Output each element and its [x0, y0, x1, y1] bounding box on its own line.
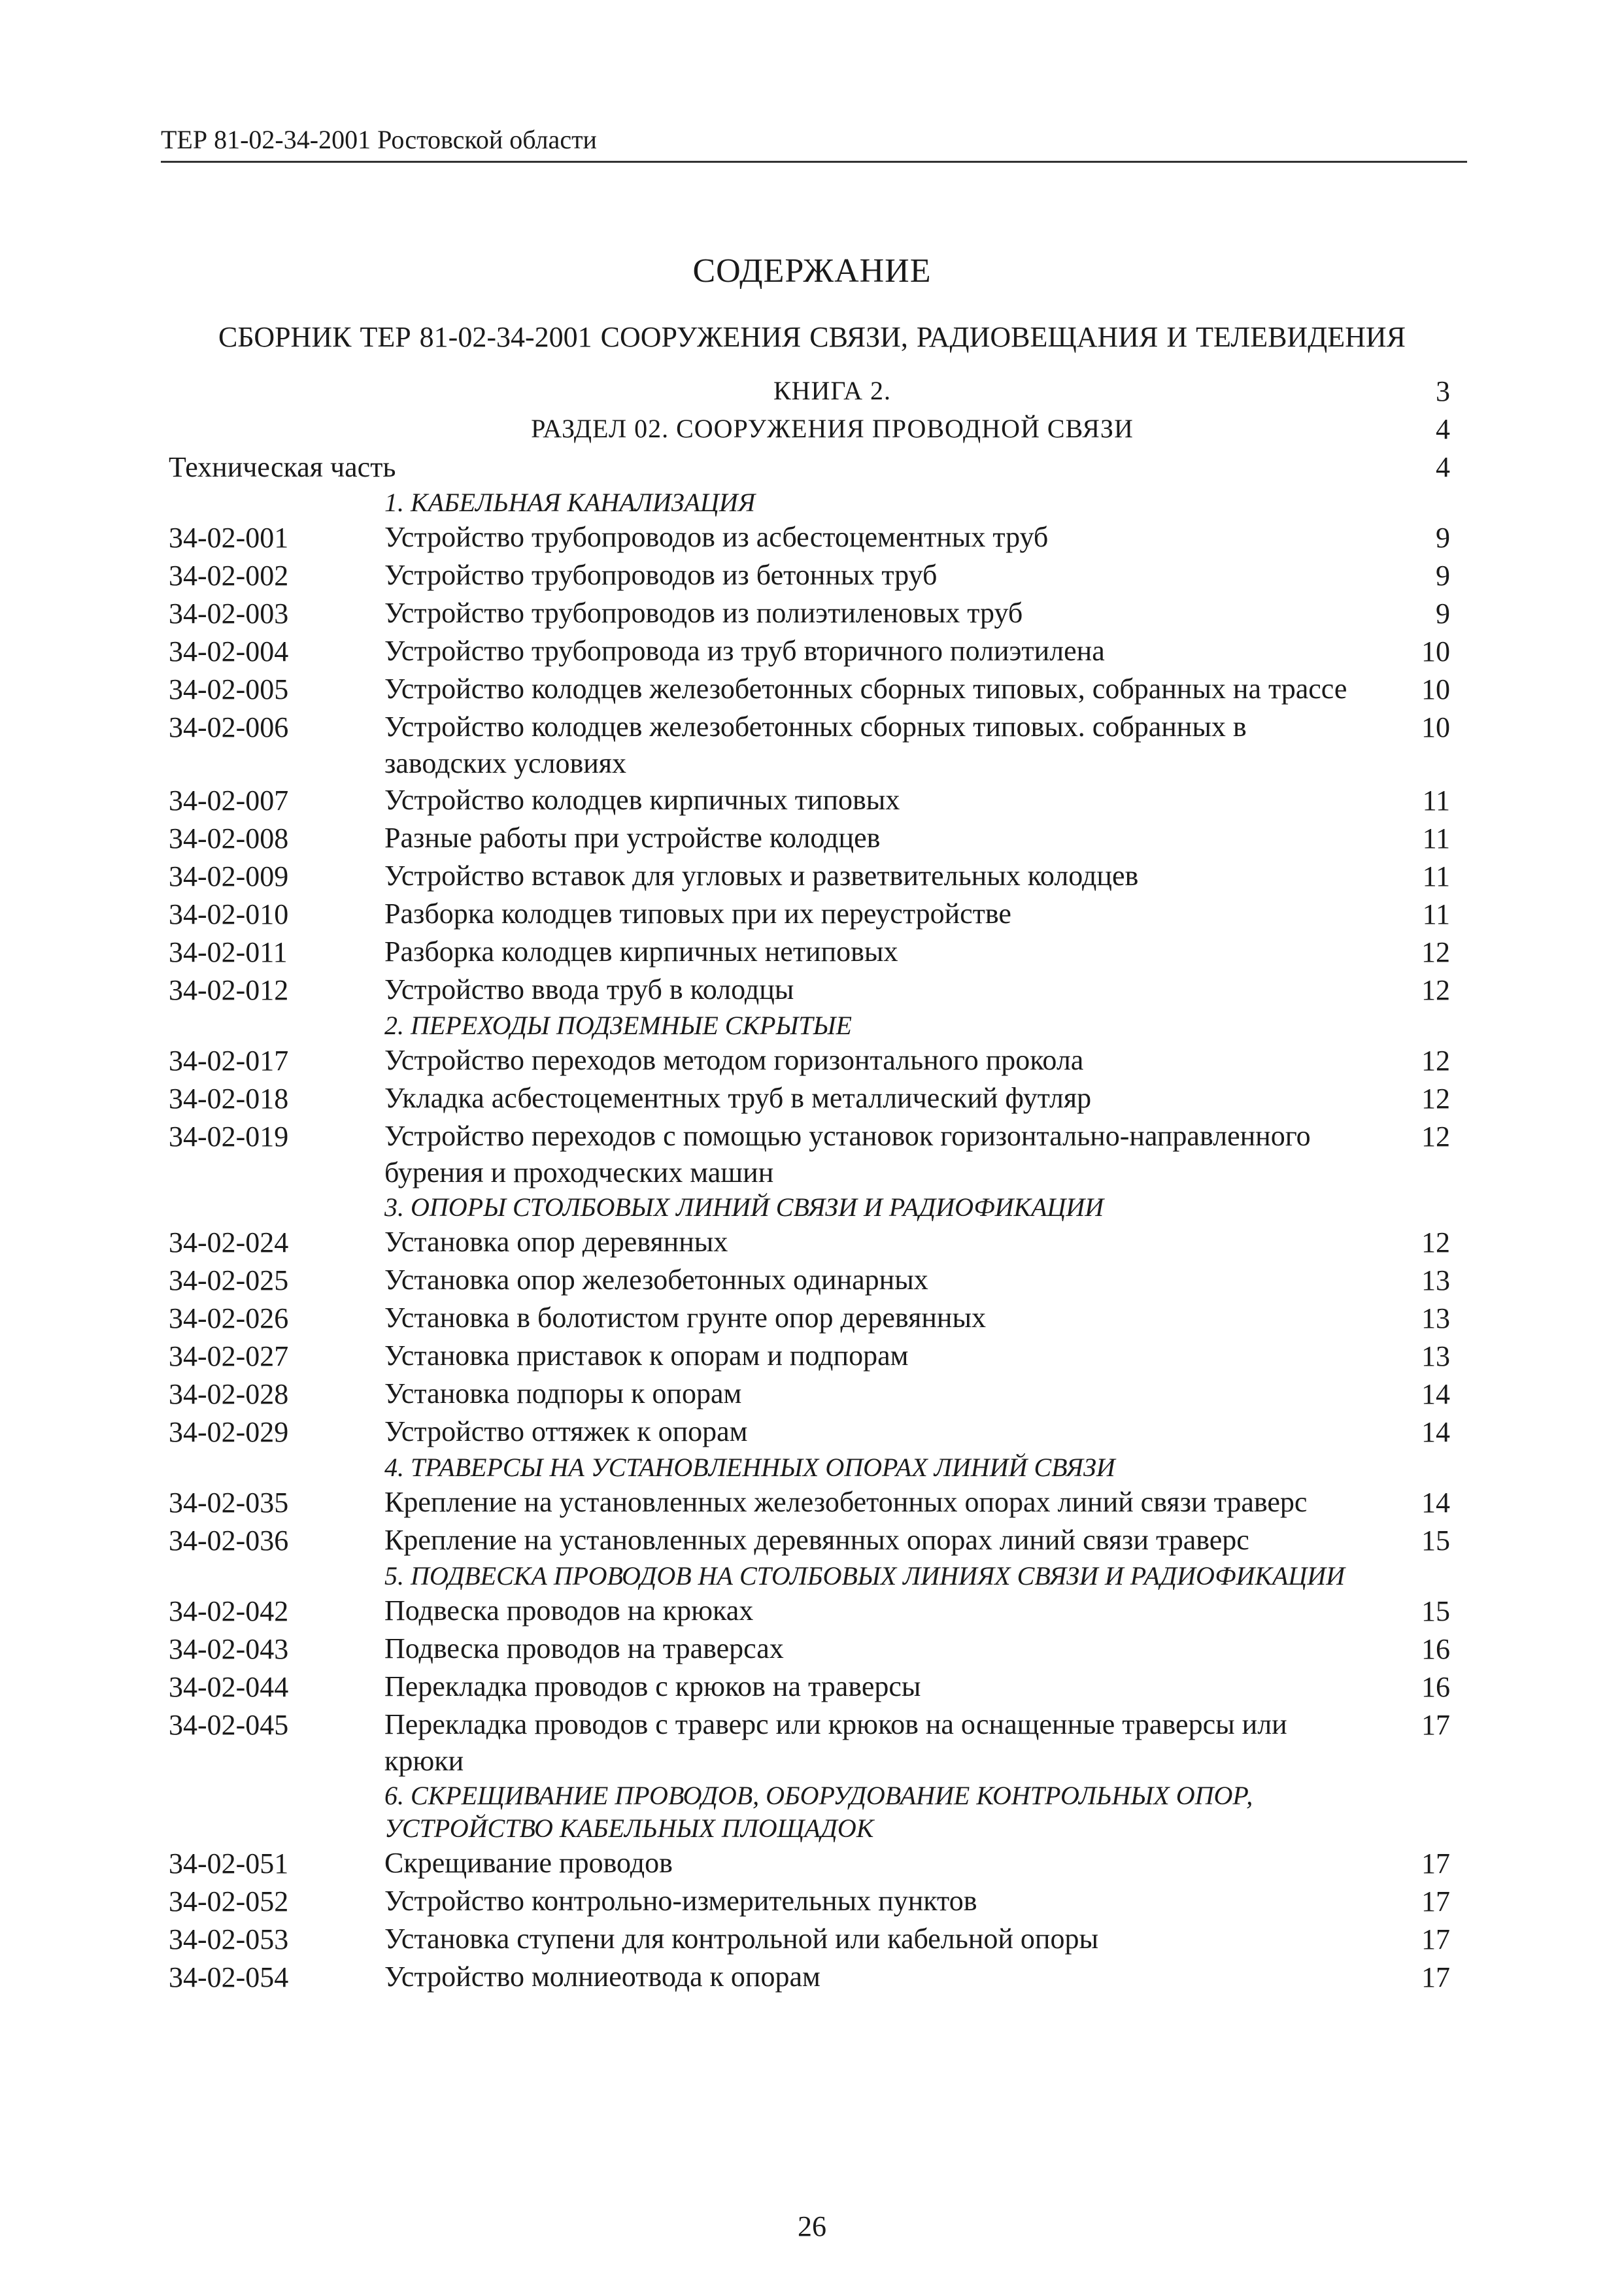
entry-title: Установка приставок к опорам и подпорам [384, 1340, 909, 1372]
entry-title: Устройство переходов с помощью установок горизонтально-направленного бурения и проходческих машин [384, 1120, 1311, 1189]
entry-code: 34-02-045 [169, 1709, 289, 1741]
entry-page: 16 [1421, 1633, 1450, 1665]
entry-title: Устройство контрольно-измерительных пунктов [384, 1885, 977, 1917]
book-page: 3 [1436, 375, 1450, 407]
entry-code: 34-02-008 [169, 822, 289, 854]
entry-page: 17 [1421, 1961, 1450, 1993]
toc-entry [169, 1959, 1450, 1997]
entry-title: Устройство молниеотвода к опорам [384, 1961, 820, 1993]
entry-code: 34-02-006 [169, 711, 289, 743]
entry-page: 9 [1436, 522, 1450, 554]
entry-page: 17 [1421, 1923, 1450, 1955]
entry-page: 12 [1421, 1121, 1450, 1153]
toc-section-heading [169, 486, 1450, 519]
entry-page: 12 [1421, 1226, 1450, 1258]
entry-title: Укладка асбестоцементных труб в металлический футляр [384, 1082, 1092, 1114]
entry-title: Перекладка проводов с траверс или крюков на оснащенные траверсы или крюки [384, 1708, 1287, 1777]
entry-page: 17 [1421, 1709, 1450, 1741]
section-title: 4. ТРАВЕРСЫ НА УСТАНОВЛЕННЫХ ОПОРАХ ЛИНИЙ СВЯЗИ [384, 1453, 1115, 1482]
toc-entry [169, 1042, 1450, 1080]
entry-title: Устройство переходов методом горизонтального прокола [384, 1044, 1084, 1076]
entry-code: 34-02-054 [169, 1961, 289, 1993]
entry-code: 34-02-019 [169, 1121, 289, 1153]
entry-title: Установка ступени для контрольной или кабельной опоры [384, 1923, 1099, 1955]
entry-title: Подвеска проводов на крюках [384, 1594, 754, 1627]
entry-page: 14 [1421, 1487, 1450, 1519]
tech-label: Техническая часть [169, 451, 396, 483]
toc-entry [169, 1883, 1450, 1921]
toc-entry [169, 1262, 1450, 1300]
razdel-label: РАЗДЕЛ 02. СООРУЖЕНИЯ ПРОВОДНОЙ СВЯЗИ [531, 414, 1134, 443]
toc-entry [169, 971, 1450, 1009]
entry-page: 10 [1421, 711, 1450, 743]
entry-title: Устройство колодцев железобетонных сборных типовых, собранных на трассе [384, 673, 1347, 705]
toc-entry [169, 1522, 1450, 1560]
toc-entry [169, 1706, 1450, 1780]
entry-code: 34-02-027 [169, 1340, 289, 1372]
entry-code: 34-02-018 [169, 1083, 289, 1115]
entry-title: Разные работы при устройстве колодцев [384, 822, 881, 854]
entry-code: 34-02-009 [169, 860, 289, 892]
table-of-contents [169, 373, 1450, 1997]
entry-code: 34-02-001 [169, 522, 289, 554]
entry-code: 34-02-026 [169, 1302, 289, 1334]
toc-tech-row [169, 448, 1450, 486]
entry-page: 11 [1422, 860, 1450, 892]
toc-section-heading [169, 1451, 1450, 1484]
entry-code: 34-02-004 [169, 635, 289, 667]
entry-title: Установка опор деревянных [384, 1226, 728, 1258]
collection-title: СБОРНИК ТЕР 81-02-34-2001 СООРУЖЕНИЯ СВЯЗИ, РАДИОВЕЩАНИЯ И ТЕЛЕВИДЕНИЯ [218, 321, 1406, 353]
toc-book-row [169, 373, 1450, 411]
entry-title: Устройство колодцев железобетонных сборных типовых. собранных в заводских условиях [384, 711, 1247, 779]
toc-entry [169, 1118, 1450, 1191]
entry-title: Устройство колодцев кирпичных типовых [384, 784, 900, 816]
entry-code: 34-02-051 [169, 1847, 289, 1880]
entry-code: 34-02-017 [169, 1045, 289, 1077]
entry-title: Подвеска проводов на траверсах [384, 1632, 784, 1664]
toc-entry [169, 1375, 1450, 1413]
entry-title: Устройство оттяжек к опорам [384, 1415, 748, 1447]
entry-page: 13 [1421, 1340, 1450, 1372]
entry-page: 11 [1422, 822, 1450, 854]
toc-entry [169, 595, 1450, 633]
toc-entry [169, 934, 1450, 971]
entry-page: 11 [1422, 784, 1450, 817]
section-title: 3. ОПОРЫ СТОЛБОВЫХ ЛИНИЙ СВЯЗИ И РАДИОФИКАЦИИ [384, 1192, 1104, 1222]
toc-entry [169, 519, 1450, 557]
header-rule [161, 161, 1467, 163]
toc-entry [169, 1338, 1450, 1375]
entry-page: 14 [1421, 1416, 1450, 1448]
entry-title: Устройство трубопроводов из бетонных труб [384, 559, 938, 591]
entry-code: 34-02-024 [169, 1226, 289, 1258]
section-title: 6. СКРЕЩИВАНИЕ ПРОВОДОВ, ОБОРУДОВАНИЕ КОНТРОЛЬНЫХ ОПОР, УСТРОЙСТВО КАБЕЛЬНЫХ ПЛОЩАДОК [384, 1781, 1253, 1843]
entry-title: Установка в болотистом грунте опор деревянных [384, 1302, 987, 1334]
entry-title: Устройство вставок для угловых и разветвительных колодцев [384, 860, 1139, 892]
entry-title: Устройство трубопроводов из асбестоцементных труб [384, 521, 1049, 553]
toc-razdel-row [169, 411, 1450, 448]
entry-title: Устройство ввода труб в колодцы [384, 973, 794, 1005]
entry-code: 34-02-010 [169, 898, 289, 930]
toc-entry [169, 1630, 1450, 1668]
toc-entry [169, 1484, 1450, 1522]
entry-page: 10 [1421, 673, 1450, 705]
tech-page: 4 [1436, 451, 1450, 483]
entry-page: 15 [1421, 1525, 1450, 1557]
section-title: 2. ПЕРЕХОДЫ ПОДЗЕМНЫЕ СКРЫТЫЕ [384, 1011, 852, 1040]
toc-entry [169, 633, 1450, 671]
running-header: ТЕР 81-02-34-2001 Ростовской области [161, 125, 597, 154]
entry-code: 34-02-002 [169, 560, 289, 592]
toc-section-heading [169, 1191, 1450, 1224]
toc-entry [169, 1593, 1450, 1630]
toc-entry [169, 896, 1450, 934]
entry-code: 34-02-025 [169, 1264, 289, 1296]
entry-code: 34-02-005 [169, 673, 289, 705]
toc-section-heading [169, 1780, 1450, 1845]
entry-title: Крепление на установленных деревянных опорах линий связи траверс [384, 1524, 1249, 1556]
toc-entry [169, 1668, 1450, 1706]
entry-code: 34-02-003 [169, 598, 289, 630]
page-number: 26 [798, 2210, 826, 2242]
entry-code: 34-02-012 [169, 974, 289, 1006]
entry-page: 12 [1421, 974, 1450, 1006]
entry-page: 12 [1421, 936, 1450, 968]
entry-title: Устройство трубопроводов из полиэтиленовых труб [384, 597, 1023, 629]
toc-entry [169, 1300, 1450, 1338]
entry-title: Разборка колодцев кирпичных нетиповых [384, 936, 898, 968]
section-title: 1. КАБЕЛЬНАЯ КАНАЛИЗАЦИЯ [384, 488, 756, 517]
toc-entry [169, 1921, 1450, 1959]
entry-page: 13 [1421, 1264, 1450, 1296]
entry-title: Установка опор железобетонных одинарных [384, 1264, 928, 1296]
entry-page: 9 [1436, 560, 1450, 592]
entry-code: 34-02-007 [169, 784, 289, 817]
entry-code: 34-02-036 [169, 1525, 289, 1557]
entry-page: 17 [1421, 1885, 1450, 1917]
entry-page: 11 [1422, 898, 1450, 930]
entry-page: 12 [1421, 1045, 1450, 1077]
toc-entry [169, 782, 1450, 820]
entry-title: Устройство трубопровода из труб вторичного полиэтилена [384, 635, 1105, 667]
toc-entry [169, 1224, 1450, 1262]
toc-entry [169, 858, 1450, 896]
entry-page: 13 [1421, 1302, 1450, 1334]
page-title: СОДЕРЖАНИЕ [692, 252, 932, 290]
entry-page: 16 [1421, 1671, 1450, 1703]
book-label: КНИГА 2. [773, 376, 892, 405]
toc-entry [169, 820, 1450, 858]
entry-code: 34-02-042 [169, 1595, 289, 1627]
entry-title: Установка подпоры к опорам [384, 1377, 742, 1409]
entry-code: 34-02-029 [169, 1416, 289, 1448]
entry-code: 34-02-052 [169, 1885, 289, 1917]
entry-page: 9 [1436, 598, 1450, 630]
entry-code: 34-02-043 [169, 1633, 289, 1665]
entry-title: Крепление на установленных железобетонных опорах линий связи траверс [384, 1486, 1308, 1518]
entry-page: 17 [1421, 1847, 1450, 1880]
toc-entry [169, 1413, 1450, 1451]
entry-code: 34-02-035 [169, 1487, 289, 1519]
entry-code: 34-02-044 [169, 1671, 289, 1703]
entry-page: 12 [1421, 1083, 1450, 1115]
entry-code: 34-02-053 [169, 1923, 289, 1955]
entry-code: 34-02-028 [169, 1378, 289, 1410]
toc-section-heading [169, 1560, 1450, 1593]
toc-entry [169, 557, 1450, 595]
entry-page: 10 [1421, 635, 1450, 667]
toc-section-heading [169, 1009, 1450, 1042]
entry-title: Разборка колодцев типовых при их переустройстве [384, 898, 1011, 930]
razdel-page: 4 [1436, 413, 1450, 445]
section-title: 5. ПОДВЕСКА ПРОВОДОВ НА СТОЛБОВЫХ ЛИНИЯХ СВЯЗИ И РАДИОФИКАЦИИ [384, 1561, 1345, 1591]
toc-entry [169, 709, 1450, 782]
toc-entry [169, 1845, 1450, 1883]
entry-page: 14 [1421, 1378, 1450, 1410]
entry-page: 15 [1421, 1595, 1450, 1627]
toc-entry [169, 1080, 1450, 1118]
entry-code: 34-02-011 [169, 936, 288, 968]
entry-title: Перекладка проводов с крюков на траверсы [384, 1670, 921, 1702]
toc-entry [169, 671, 1450, 709]
entry-title: Скрещивание проводов [384, 1847, 673, 1879]
